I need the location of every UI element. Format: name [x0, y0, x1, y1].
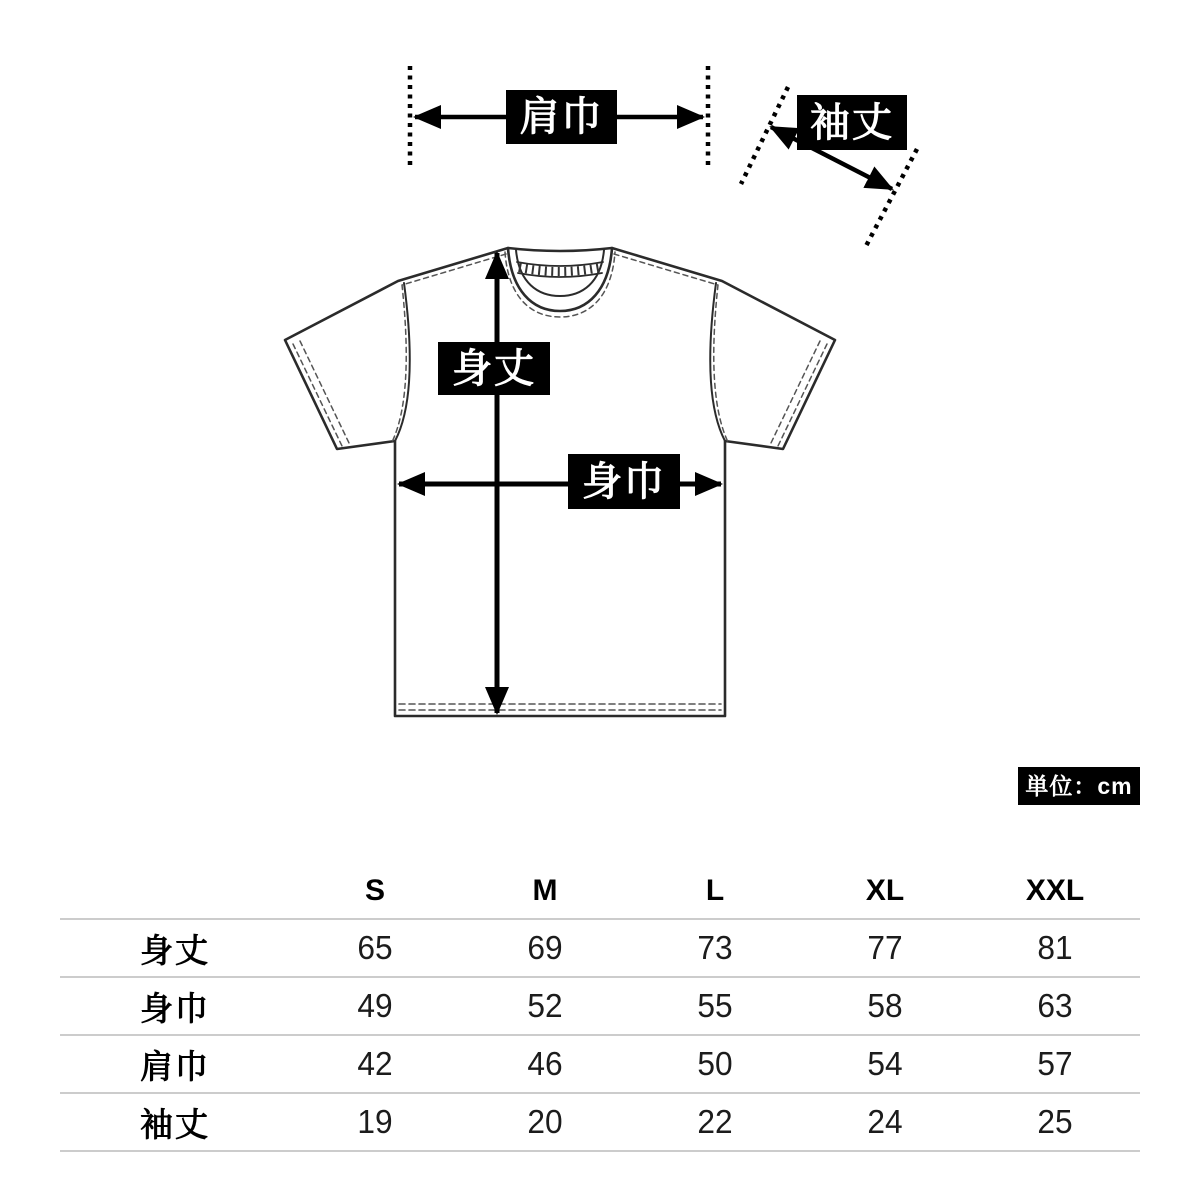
cell-value: 42 — [357, 1045, 393, 1082]
row-label: 身巾 — [140, 989, 210, 1027]
row-label: 袖丈 — [140, 1105, 210, 1143]
cell-value: 49 — [357, 987, 393, 1024]
cell-value: 81 — [1037, 929, 1073, 966]
cell-value: 24 — [867, 1103, 903, 1140]
row-label: 肩巾 — [140, 1047, 210, 1085]
size-table-header — [60, 864, 1140, 918]
cell-value: 65 — [357, 929, 393, 966]
cell-value: 46 — [527, 1045, 563, 1082]
cell-value: 77 — [867, 929, 903, 966]
guide-dotted-line — [741, 87, 788, 184]
size-col-m: M — [532, 874, 558, 907]
cell-value: 22 — [697, 1103, 733, 1140]
cell-value: 55 — [697, 987, 733, 1024]
size-col-s: S — [364, 874, 385, 907]
guide-dotted-line — [866, 149, 917, 246]
cell-value: 52 — [527, 987, 563, 1024]
cell-value: 50 — [697, 1045, 733, 1082]
cell-value: 19 — [357, 1103, 393, 1140]
size-table — [60, 864, 1140, 1152]
size-col-xxl: XXL — [1025, 874, 1085, 907]
cell-value: 58 — [867, 987, 903, 1024]
size-col-xl: XL — [865, 874, 905, 907]
size-col-l: L — [705, 874, 725, 907]
cell-value: 25 — [1037, 1103, 1073, 1140]
table-row-body-width — [60, 976, 1140, 1034]
row-label: 身丈 — [140, 931, 210, 969]
cell-value: 20 — [527, 1103, 563, 1140]
cell-value: 63 — [1037, 987, 1073, 1024]
cell-value: 69 — [527, 929, 563, 966]
table-row-shoulder-width — [60, 1034, 1140, 1092]
shoulder-width-label: 肩巾 — [506, 90, 617, 144]
cell-value: 54 — [867, 1045, 903, 1082]
unit-badge: 単位：cm — [1018, 767, 1140, 805]
body-width-label: 身巾 — [568, 454, 680, 509]
table-row-sleeve-length — [60, 1092, 1140, 1152]
body-length-label: 身丈 — [438, 342, 550, 395]
cell-value: 73 — [697, 929, 733, 966]
sleeve-length-label: 袖丈 — [797, 95, 907, 150]
table-row-body-length — [60, 918, 1140, 976]
cell-value: 57 — [1037, 1045, 1073, 1082]
